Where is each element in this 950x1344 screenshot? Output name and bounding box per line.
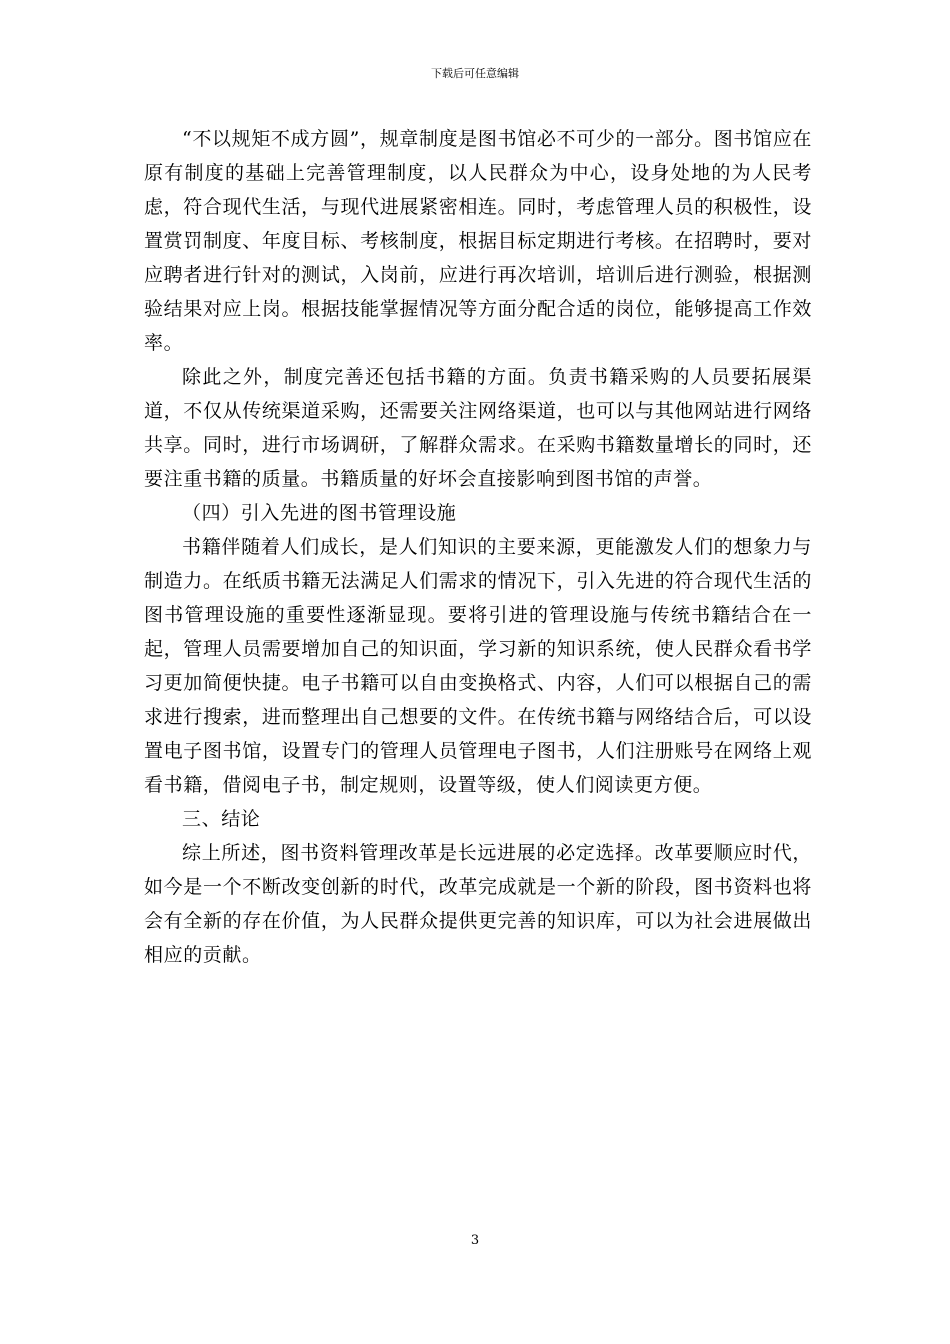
paragraph-book-procurement: 除此之外，制度完善还包括书籍的方面。负责书籍采购的人员要拓展渠道，不仅从传统渠道采购，还需要关注网络渠道，也可以与其他网站进行网络共享。同时，进行市场调研，了解群众需求。在采购书籍数量增长的同时，还要注重书籍的质量。书籍质量的好坏会直接影响到图书馆的声誉。 (144, 366, 812, 490)
document-body (144, 122, 812, 972)
paragraph-facilities: 书籍伴随着人们成长，是人们知识的主要来源，更能激发人们的想象力与制造力。在纸质书籍无法满足人们需求的情况下，引入先进的符合现代生活的图书管理设施的重要性逐渐显现。要将引进的管理设施与传统书籍结合在一起，管理人员需要增加自己的知识面，学习新的知识系统，使人民群众看书学习更加简便快捷。电子书籍可以自由变换格式、内容，人们可以根据自己的需求进行搜索，进而整理出自己想要的文件。在传统书籍与网络结合后，可以设置电子图书馆，设置专门的管理人员管理电子图书，人们注册账号在网络上观看书籍，借阅电子书，制定规则，设置等级，使人们阅读更方便。 (144, 536, 812, 796)
paragraph-rules: “不以规矩不成方圆”，规章制度是图书馆必不可少的一部分。图书馆应在原有制度的基础上完善管理制度，以人民群众为中心，设身处地的为人民考虑，符合现代生活，与现代进展紧密相连。同时，考虑管理人员的积极性，设置赏罚制度、年度目标、考核制度，根据目标定期进行考核。在招聘时，要对应聘者进行针对的测试，入岗前，应进行再次培训，培训后进行测验，根据测验结果对应上岗。根据技能掌握情况等方面分配合适的岗位，能够提高工作效率。 (144, 128, 812, 354)
page-number: 3 (470, 1233, 480, 1248)
section-heading-conclusion: 三、结论 (182, 808, 261, 830)
section-heading-facilities: （四）引入先进的图书管理设施 (182, 502, 457, 524)
paragraph-conclusion: 综上所述，图书资料管理改革是长远进展的必定选择。改革要顺应时代，如今是一个不断改变创新的时代，改革完成就是一个新的阶段，图书资料也将会有全新的存在价值，为人民群众提供更完善的知识库，可以为社会进展做出相应的贡献。 (144, 842, 812, 966)
page-header: 下载后可任意编辑 (431, 67, 519, 80)
